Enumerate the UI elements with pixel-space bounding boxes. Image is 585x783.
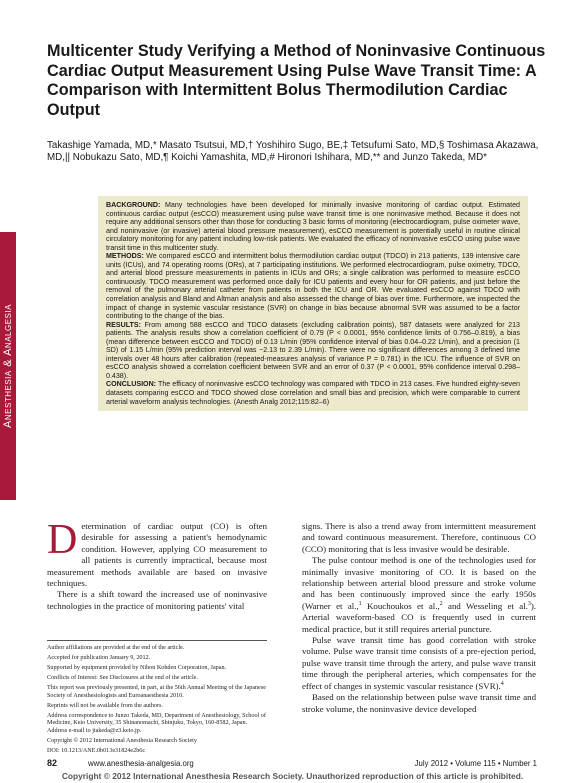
note-doi: DOI: 10.1213/ANE.0b013e31824e2b6c [47,747,146,754]
article-notes [47,640,267,758]
methods-text: We compared esCCO and intermittent bolus thermodilution cardiac output (TDCO) in 213 patients, 139 intensive care units (ICUs), and 74 operating rooms (ORs), at 7 participating institutions. We performed electrocardiogram, pulse oximetry, TDCO, and arterial blood pressure measurements in patients in ICUs and ORs; a single calibration was performed to measure esCCO continuously. TDCO measurement was performed once daily for ICU patients and every hour for OR patients, and just before the removal of the pulmonary arterial catheter from patients in both the ICU and OR. We evaluated esCCO against TDCO with correlation analysis and Bland and Altman analysis and also assessed the change of bias over time. Furthermore, we inspected the impact of change in systemic vascular resistance (SVR) on change in bias because abnormal SVR was assumed to be a factor contributing to the change of the bias. [106,252,520,321]
body-column-left [47,517,267,612]
methods-label: METHODS: [106,252,144,261]
conclusion-text: The efficacy of noninvasive esCCO technology was compared with TDCO in 213 cases. Five hundred eighty-seven datasets comparing esCCO and TDCO showed close correlation and small bias and precision, which were comparable to current arterial waveform analysis technologies. (Anesth Analg 2012;115:82–6) [106,380,520,406]
issue-info: July 2012 • Volume 115 • Number 1 [414,759,537,768]
note-copyright: Copyright © 2012 International Anesthesia Research Society [47,737,197,744]
page-number: 82 [47,758,58,768]
body-column-right [302,521,536,715]
right-paragraph-2-text-d: ). Arterial waveform-based CO is frequently used in current medical practice, but it still requires arterial puncture. [302,600,537,634]
note-affiliations: Author affiliations are provided at the end of the article. [47,645,185,651]
right-paragraph-1: signs. There is also a trend away from intermittent measurement and toward continuous measurement. Therefore, continuous CO (CCO) monitoring that is less invasive would be desirable. [302,521,536,554]
note-conflicts: Conflicts of Interest: See Disclosures at the end of the article. [47,674,198,681]
page-footer [47,758,537,770]
results-label: RESULTS: [106,320,141,329]
intro-paragraph-2: There is a shift toward the increased use of noninvasive technologies in the practice of monitoring patients' vital [47,589,267,611]
citation-3: 3 [527,600,531,607]
note-correspondence: Address correspondence to Junzo Takeda, MD, Department of Anesthesiology, School of Medicine, Keio University, 35 Shinanomachi, Shinjuku, Tokyo, 160-8582, Japan. Address e-mail to jtakeda@z3.keio.jp. [47,712,266,734]
author-list: Takashige Yamada, MD,* Masato Tsutsui, MD,† Yoshihiro Sugo, BE,‡ Tetsufumi Sato, MD,§ Toshimasa Akazawa, MD,|| Nobukazu Sato, MD,¶ Koichi Yamashita, MD,# Hironori Ishihara, MD,** and Junzo Takeda, MD* [47,140,539,163]
background-text: Many technologies have been developed for minimally invasive monitoring of cardiac output. Estimated continuous cardiac output (esCCO) measurement using pulse wave transit time is one noninvasive method. Because it does not require any additional sensors other than those for conducting 3 basic forms of monitoring (electrocardiogram, pulse oximeter wave, and noninvasive (or invasive) arterial blood pressure measurement), esCCO measurement is potentially useful in routine clinical circulatory monitoring for any patient including low-risk patients. We evaluated the efficacy of noninvasive esCCO using pulse wave transit time in this multicenter study. [106,201,520,252]
right-paragraph-3 [302,635,536,692]
note-reprints: Reprints will not be available from the authors. [47,702,163,709]
right-paragraph-2-text-c: and Wesseling et al. [442,600,528,611]
background-label: BACKGROUND: [106,201,161,209]
abstract-methods [106,252,520,320]
abstract-box [98,196,528,411]
copyright-notice: Copyright © 2012 International Anesthesia Research Society. Unauthorized reproduction of this article is prohibited. [61,771,524,781]
citation-1: 1 [358,600,362,607]
right-paragraph-4: Based on the relationship between pulse wave transit time and stroke volume, the noninvasive device developed [302,692,536,714]
side-tab-label: Anesthesia & Analgesia [2,304,14,428]
right-paragraph-2-text-a: The pulse contour method is one of the technologies used for minimally invasive monitoring of CO. It is based on the relationship between arterial blood pressure and stroke volume and has been continuously improved since the early 1950s (Warner et al., [302,555,536,611]
journal-website-link[interactable]: www.anesthesia-analgesia.org [88,759,194,768]
right-paragraph-2-text-b: Kouchoukos et al., [361,600,440,611]
note-support: Supported by equipment provided by Nihon Kohden Corporation, Japan. [47,664,227,671]
conclusion-label: CONCLUSION: [106,380,157,389]
drop-cap: D [47,517,78,563]
abstract-results [106,321,520,381]
abstract-conclusion [106,380,520,406]
note-presented: This report was previously presented, in part, at the 56th Annual Meeting of the Japanese Society of Anesthesiologists and Euroanaesthesia 2010. [47,684,266,699]
note-accepted: Accepted for publication January 9, 2012. [47,654,151,661]
right-paragraph-3-text: Pulse wave transit time has good correlation with stroke volume. Pulse wave transit time consists of a pre-ejection period, pulse wave transit time through the artery, and pulse wave transit time through the peripheral arteries, which compensates for the effect of changes in systemic vascular resistance (SVR). [302,635,536,691]
article-title: Multicenter Study Verifying a Method of Noninvasive Continuous Cardiac Output Measurement Using Pulse Wave Transit Time: A Comparison with Intermittent Bolus Thermodilution Cardiac Output [47,42,546,119]
intro-paragraph-1 [47,517,267,589]
results-text: From among 588 esCCO and TDCO datasets (excluding calibration points), 587 datasets were analyzed for 213 patients. The analysis results show a correlation coefficient of 0.79 (P < 0.0001, 95% confidence limits of 0.756–0.819), a bias (mean difference between esCCO and TDCO) of 0.13 L/min (95% confidence interval of bias 0.04–0.22 L/min), and a precision (1 SD) of 1.15 L/min (95% prediction interval was −2.13 to 2.39 L/min). There were no significant differences among 3 defined time intervals over 48 hours after calibration (repeated-measures analysis of variance P = 0.781) in the ICU. The influence of SVR on esCCO analysis showed a correlation coefficient between SVR and an error of 0.37 (P < 0.0001, 95% confidence interval 0.298–0.438). [106,320,520,380]
citation-4: 4 [500,680,504,687]
journal-side-tab [0,232,16,500]
citation-2: 2 [439,600,443,607]
right-paragraph-2 [302,555,536,635]
abstract-background [106,201,520,252]
intro-paragraph-1-text: etermination of cardiac output (CO) is often desirable for assessing a patient's hemodynamic condition. However, applying CO measurement to all patients is currently impractical, because most measurement methods available are based on invasive techniques. [47,521,267,589]
